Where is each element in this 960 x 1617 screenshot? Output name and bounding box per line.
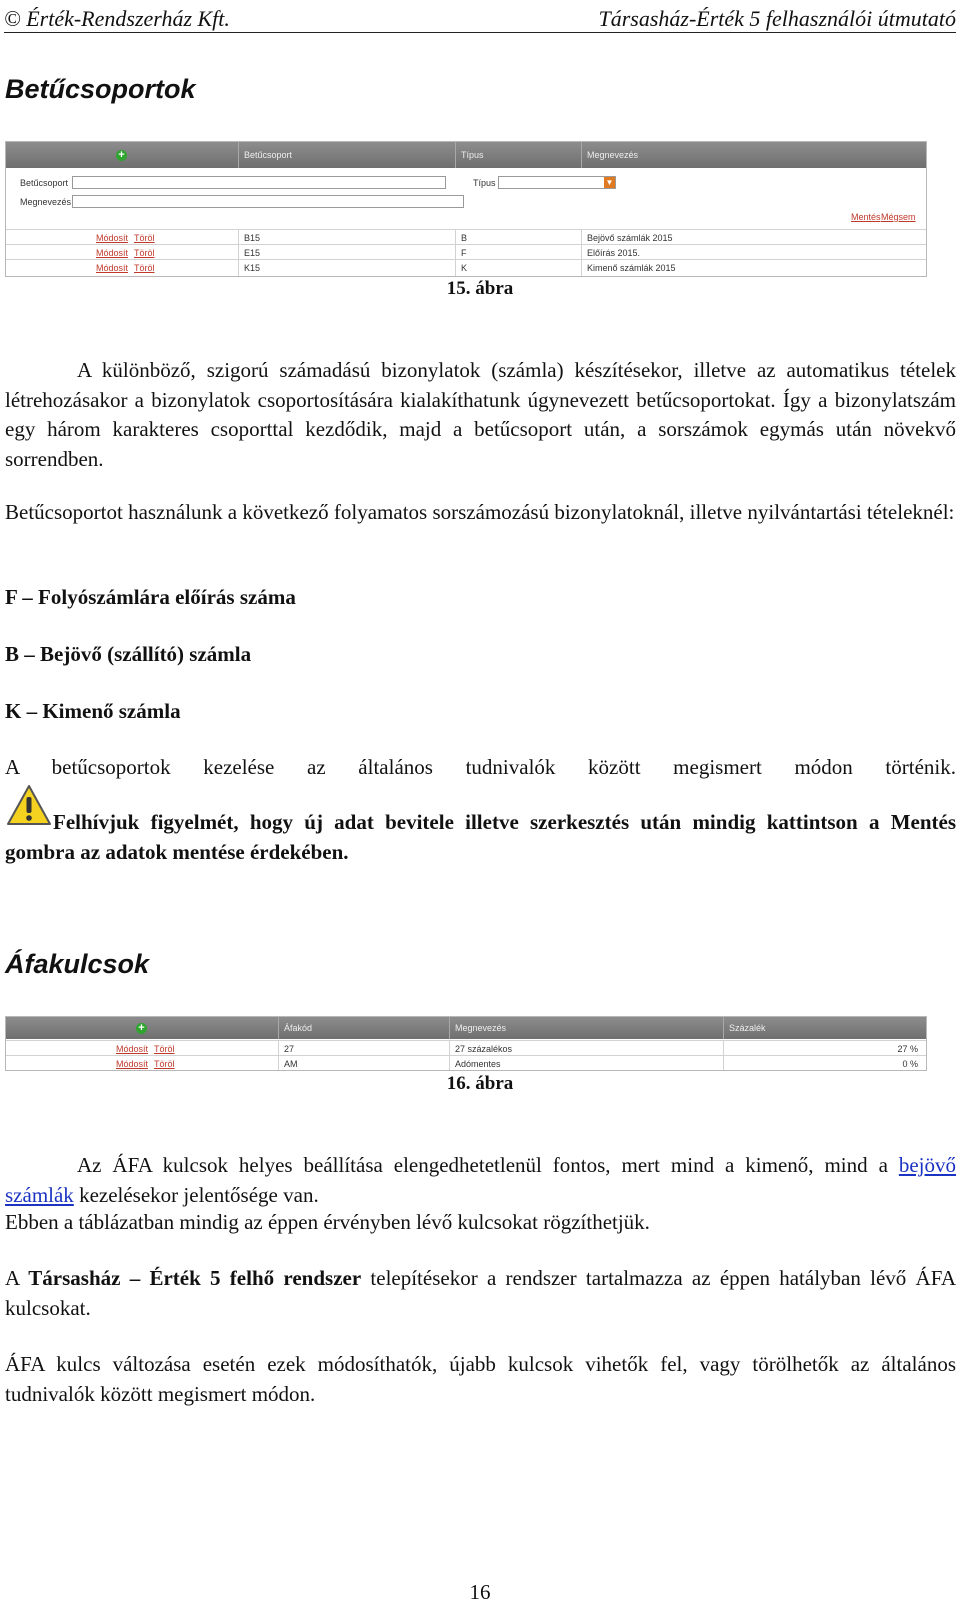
betucsoport-input[interactable] — [72, 176, 446, 189]
delete-link[interactable]: Töröl — [134, 247, 155, 258]
plus-icon[interactable]: + — [136, 1023, 147, 1034]
row-name: 27 százalékos — [455, 1043, 513, 1054]
betucsoport-screenshot — [5, 141, 927, 277]
section-title-betucsoportok: Betűcsoportok — [5, 74, 196, 104]
column-header[interactable]: Megnevezés — [455, 1023, 507, 1033]
list-item: F – Folyószámlára előírás száma — [5, 585, 296, 609]
product-name: Társasház – Érték 5 felhő rendszer — [28, 1266, 362, 1290]
betucsoport-label: Betűcsoport — [20, 178, 69, 188]
table-row — [6, 1040, 926, 1056]
tipus-label: Típus — [473, 178, 496, 188]
delete-link[interactable]: Töröl — [134, 232, 155, 243]
row-percent: 0 % — [902, 1058, 918, 1069]
row-percent: 27 % — [897, 1043, 918, 1054]
table-row — [6, 229, 926, 245]
megnevezes-label: Megnevezés — [20, 197, 72, 207]
delete-link[interactable]: Töröl — [154, 1043, 175, 1054]
paragraph: Betűcsoportot használunk a következő folyamatos sorszámozású bizonylatoknál, illetve nyilvántartási tételeknél: — [5, 500, 955, 524]
header-doc-title: Társasház-Érték 5 felhasználói útmutató — [598, 6, 956, 31]
row-code: 27 — [284, 1043, 295, 1054]
row-name: Adómentes — [455, 1058, 501, 1069]
row-name: Bejövő számlák 2015 — [587, 232, 673, 243]
row-type: B — [461, 232, 468, 243]
table-row — [6, 1055, 926, 1071]
row-name: Kimenő számlák 2015 — [587, 263, 676, 273]
table-header-bar — [6, 1017, 926, 1039]
header-company: © Érték-Rendszerház Kft. — [4, 6, 230, 31]
table-row — [6, 259, 926, 276]
row-code: AM — [284, 1058, 298, 1069]
delete-link[interactable]: Töröl — [154, 1058, 175, 1069]
column-header[interactable]: Megnevezés — [587, 150, 639, 160]
row-type: F — [461, 247, 467, 258]
row-code: B15 — [244, 232, 261, 243]
paragraph: Ebben a táblázatban mindig az éppen érvényben lévő kulcsokat rögzíthetjük. — [5, 1210, 650, 1234]
tipus-select[interactable] — [498, 176, 616, 189]
delete-link[interactable]: Töröl — [134, 263, 155, 273]
paragraph: A betűcsoportok kezelése az általános tudnivalók között megismert módon történik. — [5, 755, 956, 779]
column-header[interactable]: Típus — [461, 150, 484, 160]
paragraph: ÁFA kulcs változása esetén ezek módosíthatók, újabb kulcsok vihetők fel, vagy törölhetők az általános tudnivalók között megismert módon. — [5, 1352, 956, 1406]
plus-icon[interactable]: + — [116, 150, 127, 161]
figure-caption: 16. ábra — [446, 1073, 514, 1094]
table-header-bar — [6, 142, 926, 168]
text-span: telepítésekor a rendszer tartalmazza az éppen hatályban lévő ÁFA kulcsokat. — [5, 1266, 956, 1320]
text-span: Az ÁFA kulcsok helyes beállítása elengedhetetlenül fontos, mert mind a kimenő, mind a — [77, 1153, 899, 1177]
cancel-link[interactable]: Mégsem — [881, 212, 916, 222]
page-header — [4, 4, 956, 33]
list-item: K – Kimenő számla — [5, 699, 181, 723]
section-title-afakulcsok: Áfakulcsok — [5, 949, 150, 979]
paragraph — [5, 1264, 956, 1323]
edit-link[interactable]: Módosít — [96, 232, 129, 243]
row-name: Előírás 2015. — [587, 247, 641, 258]
save-link[interactable]: Mentés — [851, 212, 881, 222]
column-header[interactable]: Áfakód — [284, 1023, 313, 1033]
column-header[interactable]: Százalék — [729, 1023, 766, 1033]
table-row — [6, 244, 926, 260]
page-number: 16 — [469, 1580, 491, 1604]
edit-link[interactable]: Módosít — [96, 263, 129, 273]
paragraph: A különböző, szigorú számadású bizonylatok (számla) készítésekor, illetve az automatikus tételek létrehozásakor a bizonylatok csoportosítására kialakíthatunk úgynevezett betűcsoportokat. Így a bizonylatszám egy három karakteres csoporttal kezdődik, majd a betűcsoport után, a sorszámok egymás után növekvő sorrendben. — [5, 358, 956, 471]
text-span: A — [5, 1266, 29, 1290]
edit-link[interactable]: Módosít — [116, 1043, 149, 1054]
bejovo-szamlak-link[interactable]: bejövő számlák — [5, 1153, 956, 1207]
megnevezes-input[interactable] — [72, 195, 464, 208]
paragraph — [5, 1151, 956, 1210]
list-item: B – Bejövő (szállító) számla — [5, 642, 252, 666]
afakulcs-screenshot — [5, 1016, 927, 1071]
figure-caption: 15. ábra — [446, 278, 514, 299]
row-code: E15 — [244, 247, 261, 258]
row-type: K — [461, 263, 468, 273]
row-code: K15 — [244, 263, 261, 273]
edit-link[interactable]: Módosít — [116, 1058, 149, 1069]
edit-link[interactable]: Módosít — [96, 247, 129, 258]
warning-text: Felhívjuk figyelmét, hogy új adat bevitele illetve szerkesztés után mindig kattintson a Mentés gombra az adatok mentése érdekében. — [5, 810, 956, 864]
column-header[interactable]: Betűcsoport — [244, 150, 293, 160]
text-span: kezelésekor jelentősége van. — [73, 1182, 319, 1207]
chevron-down-icon: ▼ — [605, 178, 614, 187]
